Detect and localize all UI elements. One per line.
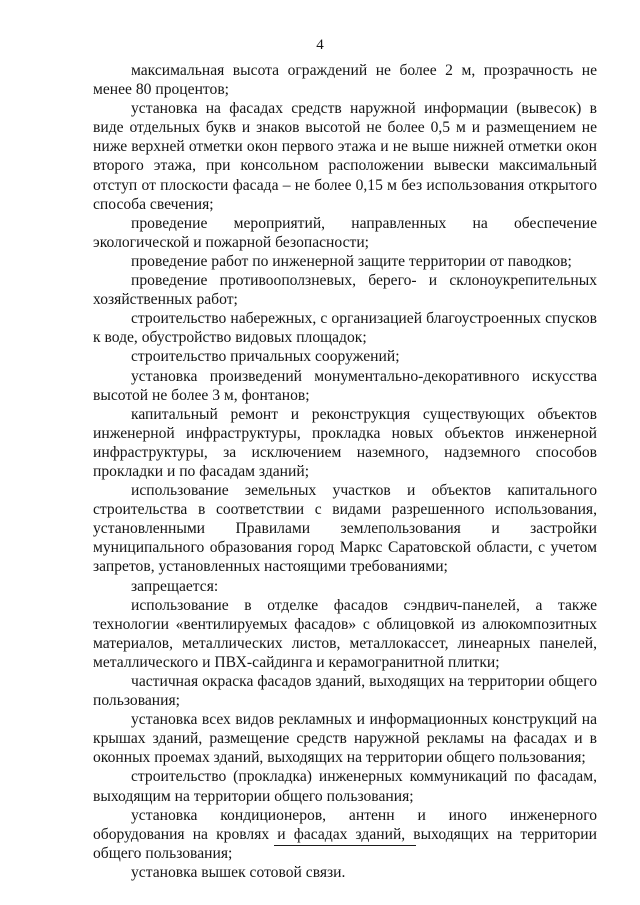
paragraph: установка кондиционеров, антенн и иного инженерного оборудования на кровлях и фасадах зданий, выходящих на территории общего пользования;	[93, 806, 597, 862]
paragraph: максимальная высота ограждений не более 2 м, прозрачность не менее 80 процентов;	[93, 62, 597, 99]
paragraph: установка произведений монументально-декоративного искусства высотой не более 3 м, фонтанов;	[93, 367, 597, 404]
paragraph: капитальный ремонт и реконструкция существующих объектов инженерной инфраструктуры, прокладка новых объектов инженерной инфраструктуры, за исключением наземного, надземного способов прокладки и по фасадам зданий;	[93, 405, 597, 480]
paragraph: проведение мероприятий, направленных на обеспечение экологической и пожарной безопасности;	[93, 214, 597, 251]
paragraph: строительство (прокладка) инженерных коммуникаций по фасадам, выходящим на территории общего пользования;	[93, 768, 597, 805]
end-separator-line	[274, 845, 416, 846]
paragraph: установка вышек сотовой связи.	[131, 863, 346, 881]
paragraph: строительство набережных, с организацией благоустроенных спусков к воде, обустройство видовых площадок;	[93, 310, 597, 347]
document-body	[93, 61, 597, 882]
paragraph: частичная окраска фасадов зданий, выходящих на территории общего пользования;	[93, 673, 597, 710]
paragraph: проведение противооползневых, берего- и склоноукрепительных хозяйственных работ;	[93, 272, 597, 309]
paragraph: использование земельных участков и объектов капитального строительства в соответствии с видами разрешенного использования, установленными Правилами землепользования и застройки муниципального образования город Маркс Саратовской области, с учетом запретов, установленных настоящими требованиями;	[93, 482, 597, 576]
paragraph-prohibited-heading: запрещается:	[131, 577, 219, 595]
page-number: 4	[316, 37, 324, 53]
paragraph: установка на фасадах средств наружной информации (вывесок) в виде отдельных букв и знаков высотой не более 0,5 м и размещением не ниже верхней отметки окон первого этажа и не выше нижней отметки окон второго этажа, при консольном расположении вывески максимальный отступ от плоскости фасада – не более 0,15 м без использования открытого способа свечения;	[93, 100, 597, 213]
paragraph: строительство причальных сооружений;	[131, 348, 400, 366]
paragraph: установка всех видов рекламных и информационных конструкций на крышах зданий, размещение средств наружной рекламы на фасадах и в оконных проемах зданий, выходящих на территории общего пользования;	[93, 711, 597, 767]
paragraph: использование в отделке фасадов сэндвич-панелей, а также технологии «вентилируемых фасадов» с облицовкой из алюкомпозитных материалов, металлических листов, металлокассет, линеарных панелей, металлического и ПВХ-сайдинга и керамогранитной плитки;	[93, 596, 597, 671]
paragraph: проведение работ по инженерной защите территории от паводков;	[131, 252, 572, 270]
